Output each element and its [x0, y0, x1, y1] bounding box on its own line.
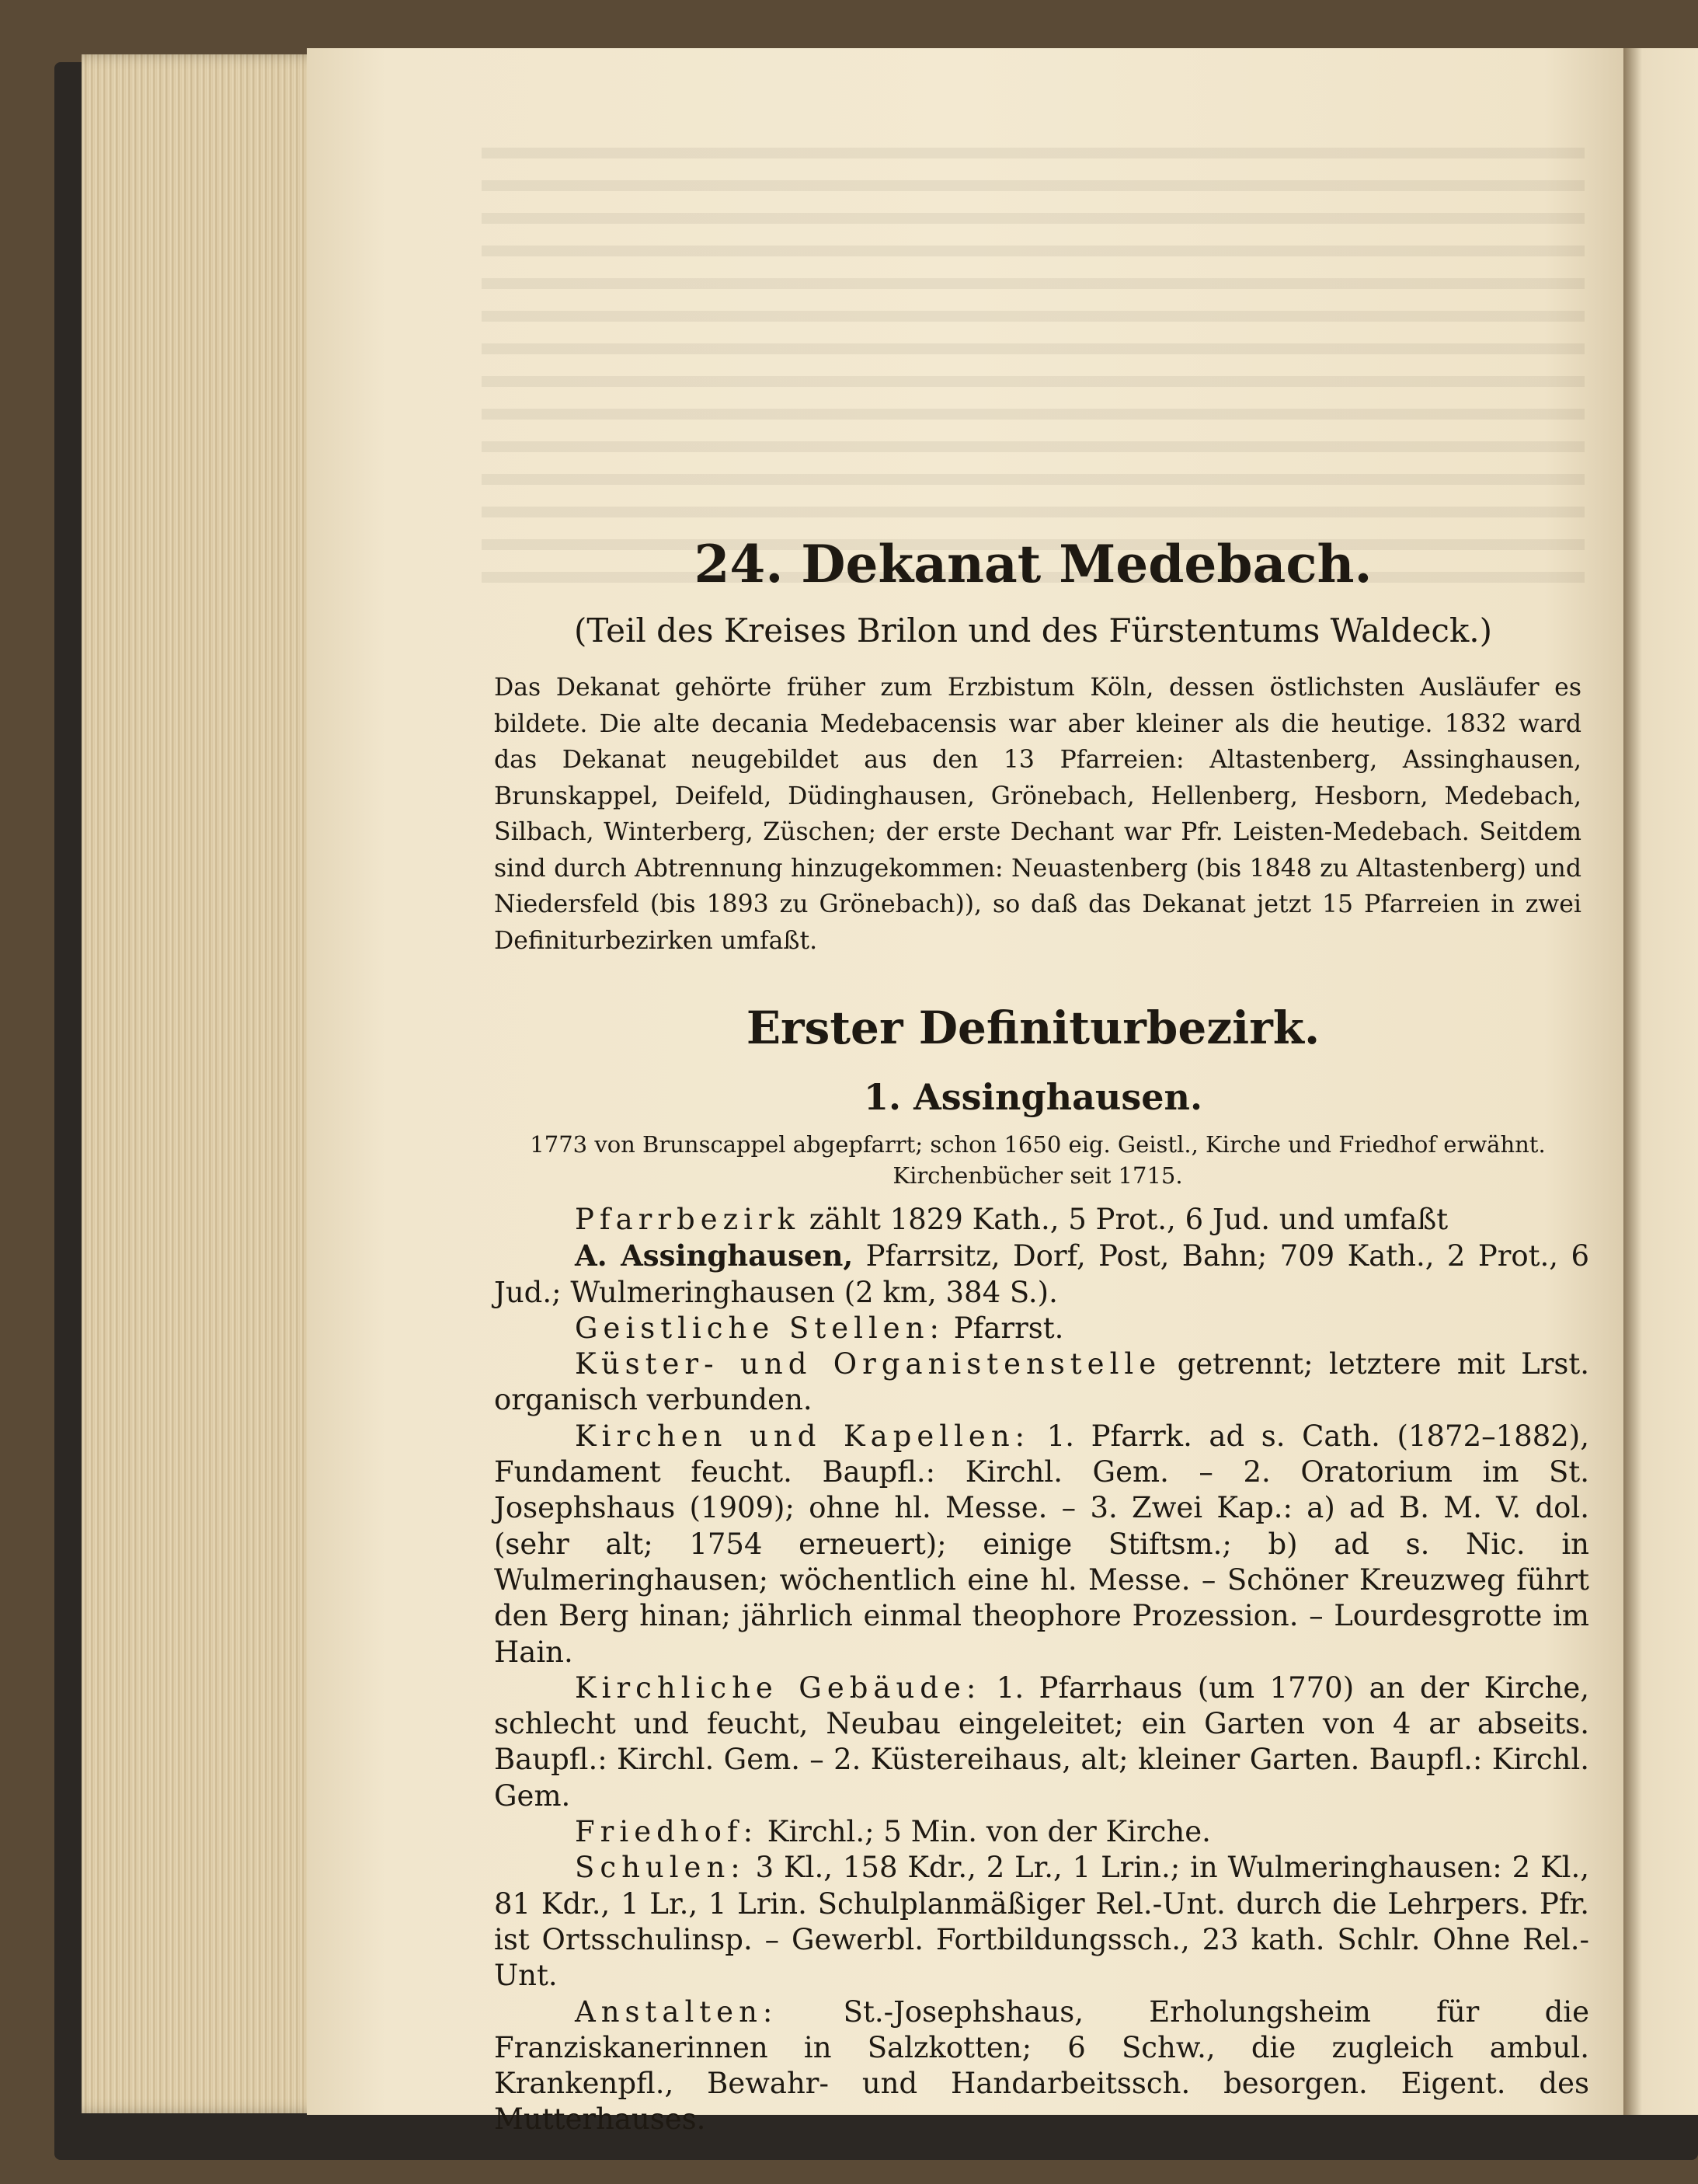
- parish-details: [494, 1202, 1589, 2138]
- paragraph-text: 1. Pfarrk. ad s. Cath. (1872–1882), Fundament feucht. Baupfl.: Kirchl. Gem. – 2. Oratorium im St. Josephshaus (1909); ohne hl. Messe. – 3. Zwei Kap.: a) ad B. M. V. dol. (sehr alt; 1754 erneuert); einige Stiftsm.; b) ad s. Nic. in Wulmeringhausen; wöchentlich eine hl. Messe. – Schöner Kreuzweg führt den Berg hinan; jährlich einmal theophore Prozession. – Lourdesgrotte im Hain.: [494, 1419, 1589, 1669]
- paragraph-text: getrennt; letztere mit Lrst. organisch verbunden.: [494, 1347, 1589, 1417]
- paragraph-text: Pfarrst.: [945, 1311, 1064, 1345]
- paragraph-label: Pfarrbezirk: [575, 1203, 801, 1236]
- paragraph-schulen: [494, 1850, 1589, 1994]
- parish-note: 1773 von Brunscappel abgepfarrt; schon 1650 eig. Geistl., Kirche und Friedhof erwähnt. Kirchenbücher seit 1715.: [530, 1131, 1546, 1189]
- paragraph-kuester: [494, 1346, 1589, 1419]
- paragraph-label: Anstalten:: [575, 1994, 778, 2029]
- paragraph-assinghausen: [494, 1238, 1589, 1311]
- paragraph-friedhof: [494, 1814, 1589, 1850]
- paragraph-label: Friedhof:: [575, 1815, 759, 1849]
- paragraph-text: Kirchl.; 5 Min. von der Kirche.: [758, 1815, 1211, 1849]
- paragraph-text: zählt 1829 Kath., 5 Prot., 6 Jud. und umfaßt: [800, 1203, 1449, 1236]
- paragraph-text: 3 Kl., 158 Kdr., 2 Lr., 1 Lrin.; in Wulmeringhausen: 2 Kl., 81 Kdr., 1 Lr., 1 Lrin. Schulplanmäßiger Rel.-Unt. durch die Lehrpers. Pfr. ist Ortsschulinsp. – Gewerbl. Fortbildungssch., 23 kath. Schlr. Ohne Rel.-Unt.: [494, 1851, 1589, 1993]
- paragraph-geistliche-stellen: [494, 1311, 1589, 1346]
- section-heading: Erster Definiturbezirk.: [746, 1001, 1320, 1054]
- adjacent-page-edge: [1623, 48, 1698, 2115]
- parish-heading: 1. Assinghausen.: [864, 1076, 1202, 1118]
- deanery-heading: 24. Dekanat Medebach.: [694, 534, 1373, 594]
- paragraph-label: Schulen:: [575, 1851, 746, 1885]
- show-through-text: [482, 148, 1585, 583]
- paragraph-kirchen: [494, 1419, 1589, 1670]
- paragraph-gebaeude: [494, 1670, 1589, 1814]
- intro-paragraph: Das Dekanat gehörte früher zum Erzbistum Köln, dessen östlichsten Ausläufer es bildete. Die alte decania Medebacensis war aber kleiner als die heutige. 1832 ward das Dekanat neugebildet aus den 13 Pfarreien: Altastenberg, Assinghausen, Brunskappel, Deifeld, Düdinghausen, Grönebach, Hellenberg, Hesborn, Medebach, Silbach, Winterberg, Züschen; der erste Dechant war Pfr. Leisten-Medebach. Seitdem sind durch Abtrennung hinzugekommen: Neuastenberg (bis 1848 zu Altastenberg) und Niedersfeld (bis 1893 zu Grönebach)), so daß das Dekanat jetzt 15 Pfarreien in zwei Definiturbezirken umfaßt.: [494, 674, 1581, 955]
- paragraph-label: Küster- und Organistenstelle: [575, 1347, 1162, 1381]
- page-stack-edge: [82, 54, 330, 2113]
- paragraph-text: St.-Josephshaus, Erholungsheim für die Franziskanerinnen in Salzkotten; 6 Schw., die zugleich ambul. Krankenpfl., Bewahr- und Handarbeitssch. besorgen. Eigent. des Mutterhauses.: [494, 1994, 1589, 2137]
- paragraph-anstalten: [494, 1994, 1589, 2138]
- paragraph-text: Pfarrsitz, Dorf, Post, Bahn; 709 Kath., 2 Prot., 6 Jud.; Wulmeringhausen (2 km, 384 S.).: [494, 1239, 1589, 1309]
- paragraph-label: Kirchen und Kapellen:: [575, 1419, 1031, 1453]
- paragraph-pfarrbezirk: [494, 1202, 1589, 1238]
- deanery-subtitle: (Teil des Kreises Brilon und des Fürstentums Waldeck.): [573, 611, 1493, 650]
- paragraph-label: A. Assinghausen,: [575, 1238, 854, 1273]
- paragraph-label: Geistliche Stellen:: [575, 1311, 945, 1345]
- paragraph-label: Kirchliche Gebäude:: [575, 1670, 982, 1705]
- paragraph-text: 1. Pfarrhaus (um 1770) an der Kirche, schlecht und feucht, Neubau eingeleitet; ein Garten von 4 ar abseits. Baupfl.: Kirchl. Gem. – 2. Küstereihaus, alt; kleiner Garten. Baupfl.: Kirchl. Gem.: [494, 1670, 1589, 1813]
